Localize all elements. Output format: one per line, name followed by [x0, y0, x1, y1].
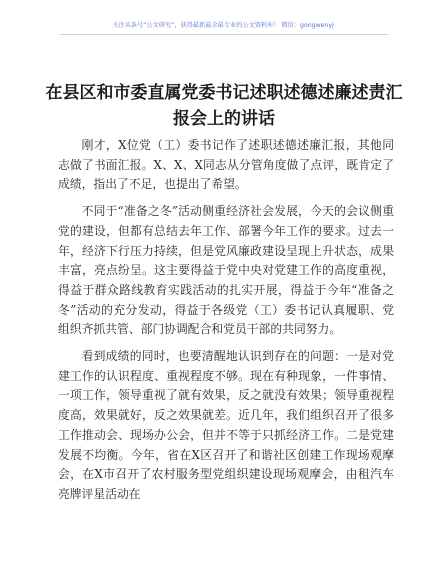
header-divider: [60, 34, 388, 35]
document-title: 在县区和市委直属党委书记述职述德述廉述责汇报会上的讲话: [45, 83, 403, 129]
paragraph-2: 不同于“准备之冬”活动侧重经济社会发展，今天的会议侧重党的建设，但都有总结去年工作、部署今年工作的要求。过去一年，经济下行压力持续，但是党风廉政建设呈现上升状态，成果丰富，亮点纷呈。这主要得益于党中央对党建工作的高度重视，得益于群众路线教育实践活动的扎实开展，得益于今年“准备之冬”活动的充分发动，得益于各级党（工）委书记认真履职、党组织齐抓共管、部门协调配合和党员干部的共同努力。: [58, 204, 394, 337]
header-banner[interactable]: [92, 16, 354, 32]
paragraph-1: 刚才，X位党（工）委书记作了述职述德述廉汇报，其他同志做了书面汇报。X、X、X同志从分管角度做了点评，既肯定了成绩，指出了不足，也提出了希望。: [58, 138, 394, 192]
header-banner-text: 关注头条号“公文研究”，获得最新最全最专业的公文资料库！ 微信：gongwenyj: [112, 21, 334, 29]
paragraph-3: 看到成绩的同时，也要清醒地认识到存在的问题：一是对党建工作的认识程度、重视程度不够。现在有种现象，一件事情、一项工作，领导重视了就有效果，反之就没有效果；领导重视程度高，效果就好，反之效果就差。近几年，我们组织召开了很多工作推动会、现场办公会，但并不等于只抓经济工作。二是党建发展不均衡。今年，省在X区召开了和谐社区创建工作现场观摩会，在X市召开了农村服务型党组织建设现场观摩会，由租汽车亮牌评星活动在: [58, 349, 394, 501]
document-body: [58, 136, 394, 512]
